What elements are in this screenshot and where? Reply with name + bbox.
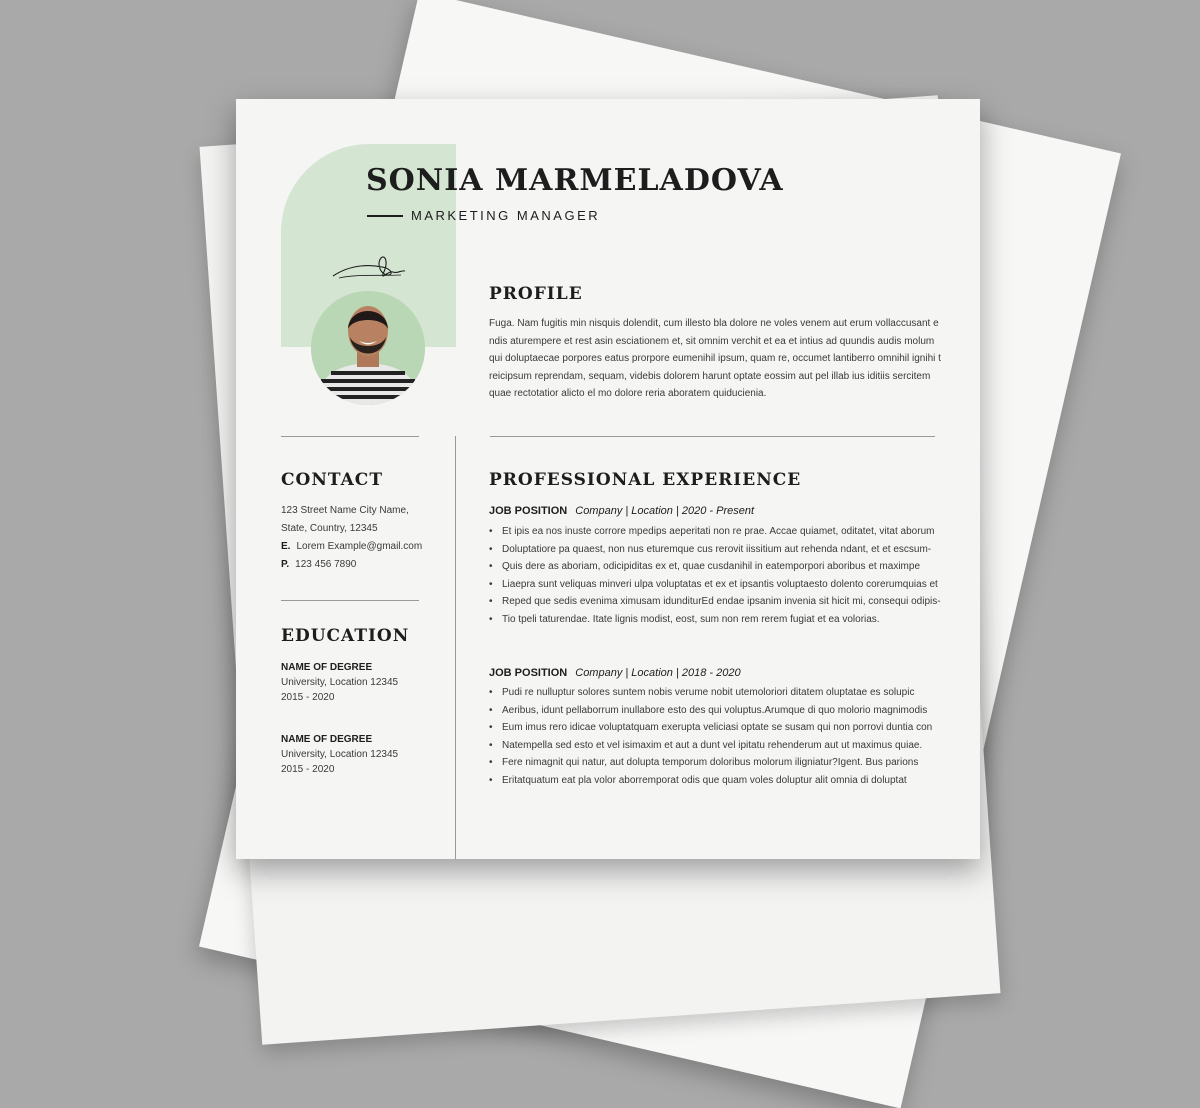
profile-text: Fuga. Nam fugitis min nisquis dolendit, cum illesto bla dolore ne voles venem aut erum vollaccusant e ndis aturempere et rest asin esciationem et, sit omnim verchit et ea et intius ad quundis audis molum qui doluptaecae porpores eatus prorpore eumenihil ipsum, quam re, occumet lantiberro omnihil ignihi t reicipsum reprendam, sequam, videbis dolorem harunt optate eossim aut pel illab ius iditiis sercitem quae rectotatior alicto el mo dolore reria aboratem quiducienia. <box>489 318 941 399</box>
job-header <box>489 667 741 679</box>
address-line-1: 123 Street Name City Name, <box>281 505 409 516</box>
divider <box>281 436 419 437</box>
profile-heading: PROFILE <box>489 284 583 304</box>
education-item <box>281 660 398 705</box>
education-heading: EDUCATION <box>281 626 410 646</box>
job-header <box>489 505 754 517</box>
degree-name: NAME OF DEGREE <box>281 662 373 673</box>
list-item: • Natempella sed esto et vel isimaxim et aut a dunt vel ipitatu rehenderum aut ut maximus quiae. <box>489 737 941 755</box>
job-title: MARKETING MANAGER <box>411 208 601 223</box>
list-item: • Liaepra sunt veliquas minveri ulpa voluptatas et ex et ipsantis voluptaesto dolento corerumquias et <box>489 576 941 594</box>
list-item: • Tio tpeli taturendae. Itate lignis modist, eost, sum non rem rerem fugiat et ea volorias. <box>489 611 941 629</box>
list-item: • Aeribus, idunt pellaborrum inullabore esto des qui voluptus.Arumque di quo molorio magnimodis <box>489 702 941 720</box>
list-item: • Eritatquatum eat pla volor aborremporat odis que quam voles doluptur alit omnia di doluptat <box>489 772 941 790</box>
list-item: • Reped que sedis evenima ximusam idunditurEd endae ipsanim invenia sit hicit mi, consequi odipis- <box>489 593 941 611</box>
job-position: JOB POSITION <box>489 505 568 517</box>
experience-heading: PROFESSIONAL EXPERIENCE <box>489 470 802 490</box>
email-label: E. <box>281 541 291 552</box>
job-title-row <box>367 208 600 223</box>
person-avatar-icon <box>311 291 425 405</box>
contact-block <box>281 502 422 574</box>
education-years: 2015 - 2020 <box>281 692 335 703</box>
school-location: University, Location 12345 <box>281 677 399 688</box>
address-line-2: State, Country, 12345 <box>281 523 378 534</box>
divider <box>281 600 419 601</box>
resume-name: SONIA MARMELADOVA <box>366 163 784 198</box>
job-bullets <box>489 523 941 628</box>
profile-photo <box>311 291 425 405</box>
job-position: JOB POSITION <box>489 667 568 679</box>
job-meta: Company | Location | 2020 - Present <box>575 505 755 517</box>
phone-value: 123 456 7890 <box>295 559 357 570</box>
list-item: • Doluptatiore pa quaest, non nus eturemque cus rerovit iissitium aut rehenda ndant, et et escsum- <box>489 541 941 559</box>
title-divider <box>367 215 403 217</box>
divider <box>490 436 935 437</box>
contact-heading: CONTACT <box>281 470 383 490</box>
job-bullets <box>489 684 941 789</box>
degree-name: NAME OF DEGREE <box>281 734 373 745</box>
list-item: • Et ipis ea nos inuste corrore mpedips aeperitati non re prae. Accae quiamet, oditatet, vitat aborum <box>489 523 941 541</box>
email-value: Lorem Example@gmail.com <box>296 541 423 552</box>
column-divider <box>455 436 456 859</box>
list-item: • Fere nimagnit qui natur, aut dolupta temporum doloribus molorum iligniatur?Igent. Bus parions <box>489 754 941 772</box>
resume-page <box>236 99 980 859</box>
phone-label: P. <box>281 559 290 570</box>
phone-row <box>281 556 422 574</box>
education-years: 2015 - 2020 <box>281 764 335 775</box>
email-row <box>281 538 422 556</box>
list-item: • Pudi re nulluptur solores suntem nobis verume nobit utemoloriori ditatem oluptatae es solupic <box>489 684 941 702</box>
education-item <box>281 732 398 777</box>
signature-image <box>331 254 411 284</box>
job-meta: Company | Location | 2018 - 2020 <box>575 667 741 679</box>
list-item: • Eum imus rero idicae voluptatquam exerupta veliciasi optate se susam qui non porrovi duntia con <box>489 719 941 737</box>
list-item: • Quis dere as aboriam, odicipiditas ex et, quae cusdanihil in eatemporpori aboribus et maximpe <box>489 558 941 576</box>
school-location: University, Location 12345 <box>281 749 399 760</box>
